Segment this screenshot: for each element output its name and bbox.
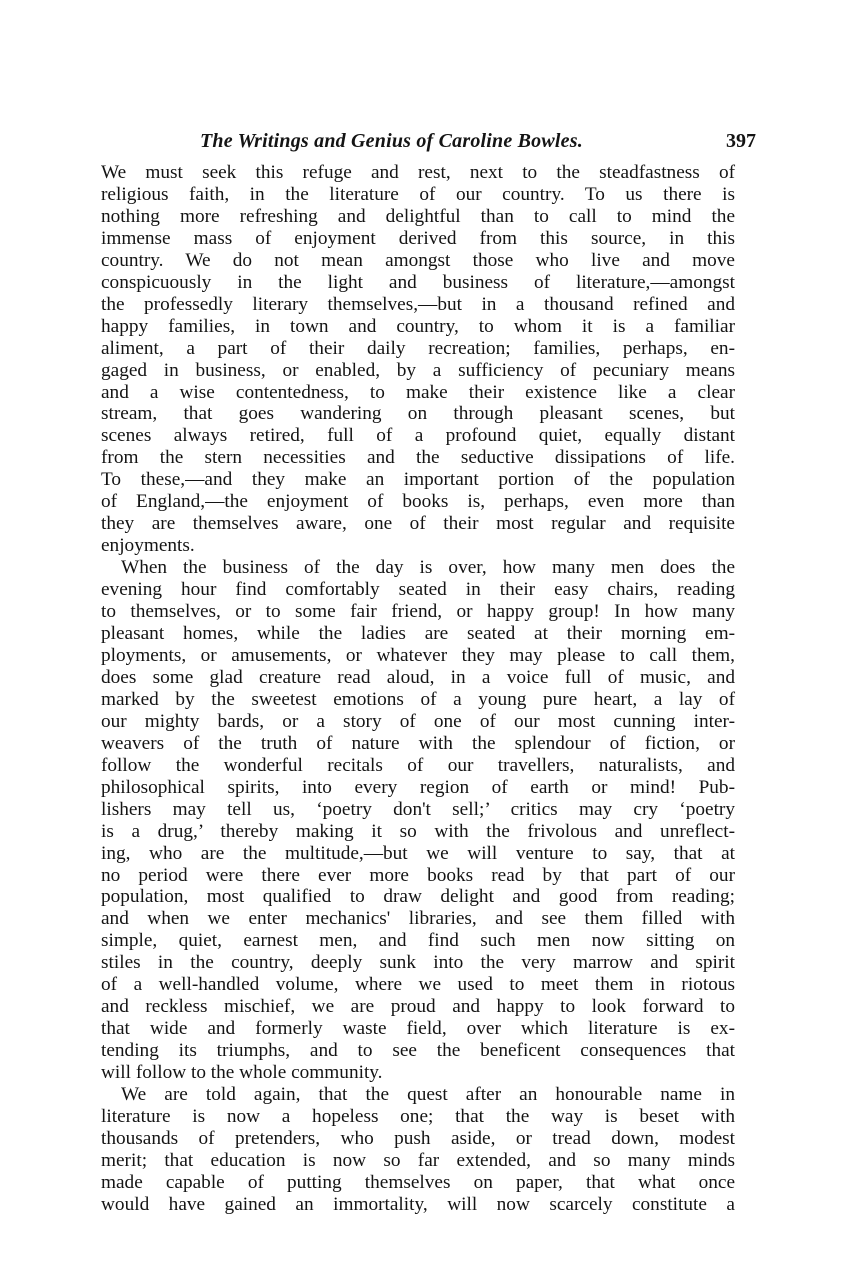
text-line: literature is now a hopeless one; that the way is beset with [101,1105,735,1127]
text-line: country. We do not mean amongst those who live and move [101,249,735,271]
text-line: pleasant homes, while the ladies are seated at their morning em- [101,623,735,645]
text-line: lishers may tell us, ‘poetry don't sell;’ critics may cry ‘poetry [101,798,735,820]
page-number: 397 [726,130,756,152]
text-line: gaged in business, or enabled, by a sufficiency of pecuniary means [101,359,735,381]
running-header [200,130,762,156]
text-line: stiles in the country, deeply sunk into the very marrow and spirit [101,952,735,974]
text-line: thousands of pretenders, who push aside, or tread down, modest [101,1127,735,1149]
text-line: We are told again, that the quest after an honourable name in [121,1084,735,1106]
text-line: scenes always retired, full of a profound quiet, equally distant [101,425,735,447]
paragraph [101,162,735,557]
text-line: and a wise contentedness, to make their existence like a clear [101,381,735,403]
text-line: of England,—the enjoyment of books is, perhaps, even more than [101,491,735,513]
text-line: marked by the sweetest emotions of a young pure heart, a lay of [101,688,735,710]
text-line: enjoyments. [101,535,195,557]
text-line: aliment, a part of their daily recreation; families, perhaps, en- [101,337,735,359]
text-line: would have gained an immortality, will now scarcely constitute a [101,1193,735,1215]
text-line: tending its triumphs, and to see the beneficent consequences that [101,1040,735,1062]
running-title: The Writings and Genius of Caroline Bowles. [200,130,583,152]
text-line: from the stern necessities and the seductive dissipations of life. [101,447,735,469]
text-line: the professedly literary themselves,—but in a thousand refined and [101,293,735,315]
text-line: evening hour find comfortably seated in their easy chairs, reading [101,579,735,601]
text-line: simple, quiet, earnest men, and find such men now sitting on [101,930,735,952]
text-line: population, most qualified to draw delight and good from reading; [101,886,735,908]
text-line: ing, who are the multitude,—but we will venture to say, that at [101,842,735,864]
paragraph [101,557,735,1084]
text-line: and reckless mischief, we are proud and happy to look forward to [101,996,735,1018]
text-line: no period were there ever more books read by that part of our [101,864,735,886]
text-line: weavers of the truth of nature with the splendour of fiction, or [101,732,735,754]
text-line: conspicuously in the light and business of literature,—amongst [101,271,735,293]
text-line: We must seek this refuge and rest, next to the steadfastness of [101,162,735,183]
text-line: stream, that goes wandering on through pleasant scenes, but [101,403,735,425]
text-line: they are themselves aware, one of their most regular and requisite [101,513,735,535]
text-line: of a well-handled volume, where we used to meet them in riotous [101,974,735,996]
body-text [101,162,735,1216]
text-line: and when we enter mechanics' libraries, and see them filled with [101,908,735,930]
paragraph [101,1084,735,1216]
text-line: When the business of the day is over, how many men does the [121,557,735,579]
text-line: To these,—and they make an important portion of the population [101,469,735,491]
text-line: immense mass of enjoyment derived from this source, in this [101,227,735,249]
text-line: religious faith, in the literature of our country. To us there is [101,183,735,205]
text-line: our mighty bards, or a story of one of our most cunning inter- [101,710,735,732]
text-line: will follow to the whole community. [101,1062,383,1084]
text-line: ployments, or amusements, or whatever they may please to call them, [101,644,735,666]
text-line: that wide and formerly waste field, over which literature is ex- [101,1018,735,1040]
text-line: happy families, in town and country, to whom it is a familiar [101,315,735,337]
text-line: does some glad creature read aloud, in a voice full of music, and [101,666,735,688]
text-line: philosophical spirits, into every region of earth or mind! Pub- [101,776,735,798]
text-line: is a drug,’ thereby making it so with the frivolous and unreflect- [101,820,735,842]
text-line: follow the wonderful recitals of our travellers, naturalists, and [101,754,735,776]
text-line: to themselves, or to some fair friend, or happy group! In how many [101,601,735,623]
text-line: made capable of putting themselves on paper, that what once [101,1171,735,1193]
text-line: nothing more refreshing and delightful than to call to mind the [101,205,735,227]
text-line: merit; that education is now so far extended, and so many minds [101,1149,735,1171]
